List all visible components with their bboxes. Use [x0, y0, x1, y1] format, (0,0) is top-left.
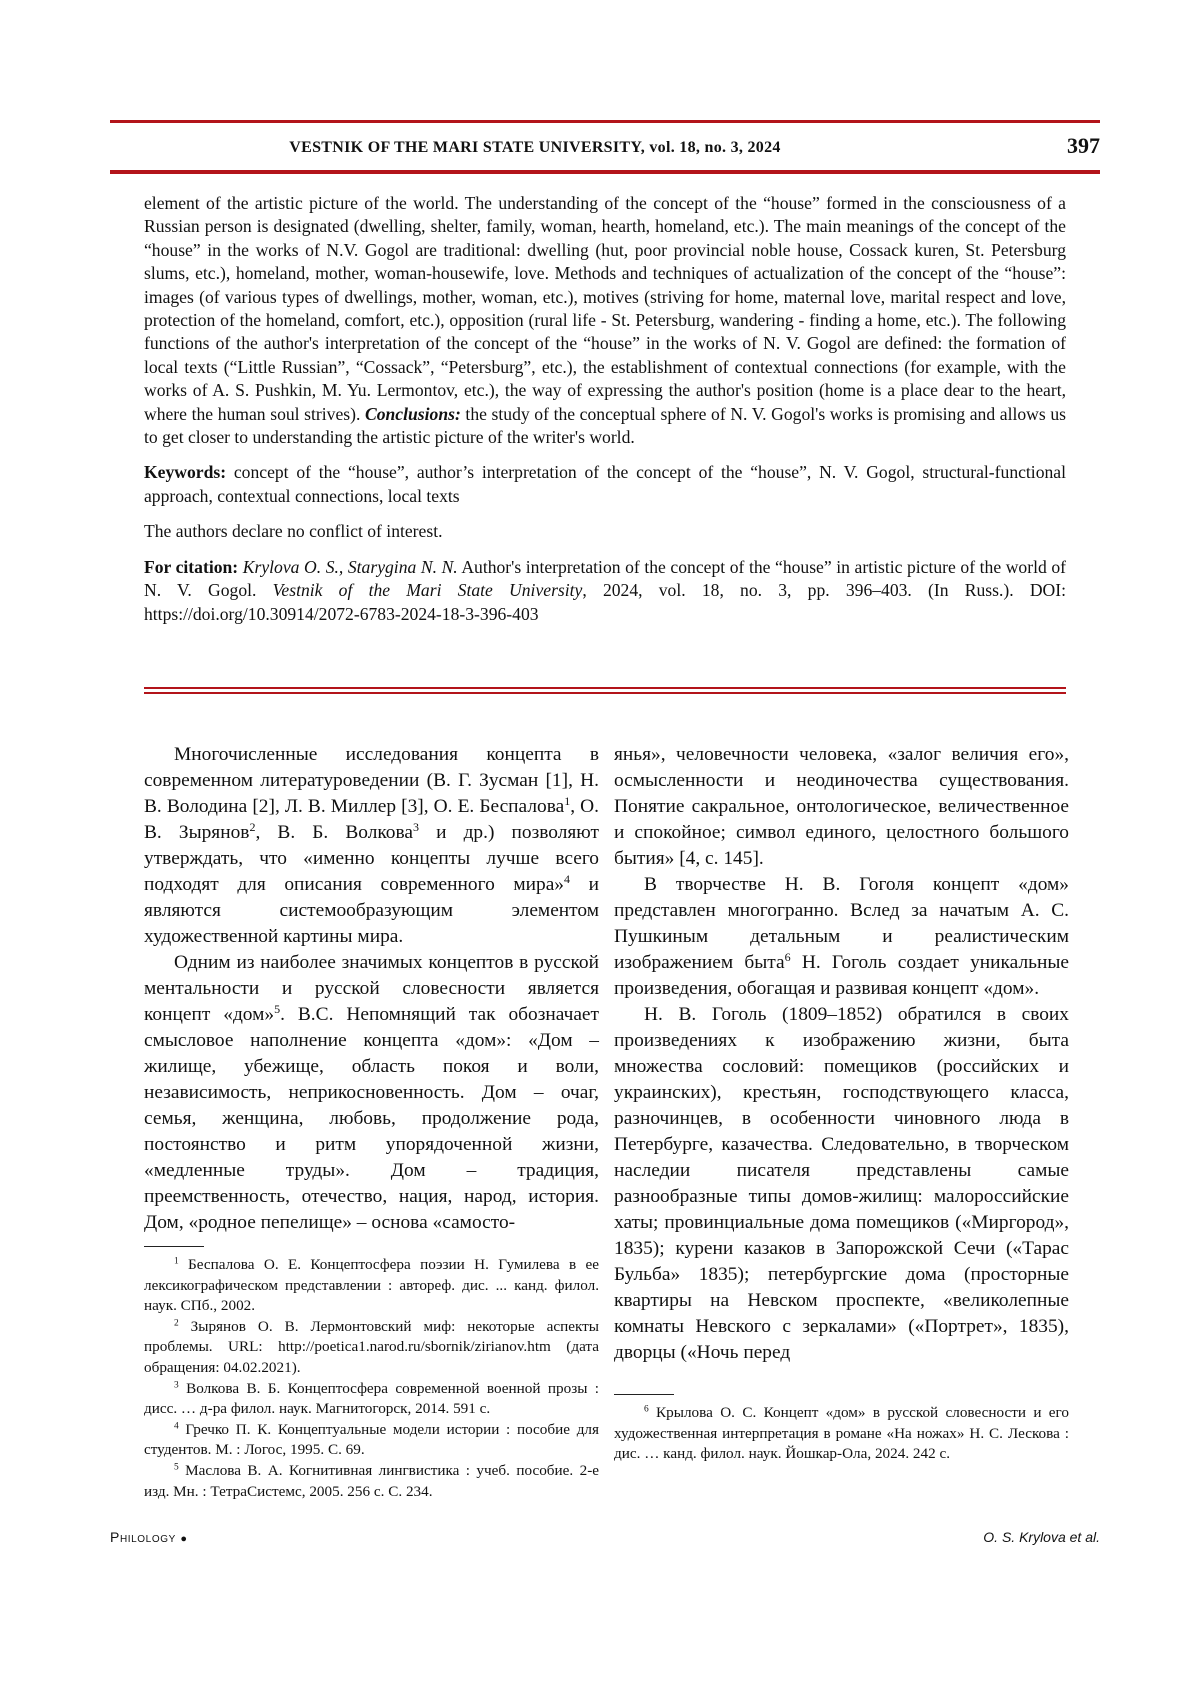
footnote-number: 5 [174, 1462, 179, 1473]
section-double-rule [144, 687, 1066, 694]
footnote [144, 1420, 599, 1461]
footnote-number: 3 [174, 1379, 179, 1390]
text-run: В творчестве Н. В. Гоголя концепт «дом» представлен многогранно. Вслед за начатым А. С. Пушкиным детальным и реалистическим изображением быта [614, 874, 1069, 973]
conflict-statement: The authors declare no conflict of interest. [144, 521, 443, 542]
footnote-ref[interactable]: 3 [413, 819, 420, 834]
abstract-block [144, 192, 1066, 626]
footnote-ref[interactable]: 1 [564, 793, 571, 808]
conclusions-label: Conclusions: [364, 403, 461, 424]
footnote-text: Крылова О. С. Концепт «дом» в русской словесности и его художественная интерпретация в романе «На ножах» Н. С. Лескова : дис. … канд. филол. наук. Йошкар-Ола, 2024. 242 с. [614, 1404, 1069, 1463]
footer-section-name: Philology [110, 1529, 176, 1545]
running-header [110, 139, 960, 157]
footnote-number: 1 [174, 1256, 179, 1267]
footnote [144, 1461, 599, 1502]
footer-section [110, 1529, 188, 1545]
footnote-text: Маслова В. А. Когнитивная лингвистика : учеб. пособие. 2-е изд. Мн. : ТетраСистемс, 2005. 256 с. С. 234. [144, 1461, 599, 1500]
footnote-number: 4 [174, 1421, 179, 1432]
footnote-ref[interactable]: 4 [564, 871, 571, 886]
paragraph [144, 950, 599, 1236]
text-run: , В. Б. Волкова [255, 822, 414, 843]
footnote-text: Зырянов О. В. Лермонтовский миф: некоторые аспекты проблемы. URL: http://poetica1.narod.ru/sbornik/zirianov.htm (дата обращения: 04.02.2021). [144, 1317, 599, 1376]
footer-bullet: ● [180, 1533, 188, 1545]
text-run: , О. В. Зырянов [144, 796, 600, 843]
citation-title: Author's interpretation of the concept of the “house” in artistic picture of the world of N. V. Gogol. [144, 556, 1066, 601]
footnote [144, 1255, 599, 1317]
citation [144, 556, 1066, 626]
paragraph [144, 742, 599, 950]
paragraph: Н. В. Гоголь (1809–1852) обратился в своих произведениях к изображению жизни, быта множества сословий: помещиков (российских и украинских), крестьян, господствующего класса, разночинцев, в особенности чиновного люда в Петербурге, казачества. Следовательно, в творческом наследии писателя представлены самые разнообразные типы домов-жилищ: малороссийские хаты; провинциальные дома помещиков («Миргород», 1835); курени казаков в Запорожской Сечи («Тарас Бульба» 1835); петербургские дома (просторные квартиры на Невском проспекте, «великолепные комнаты Невского с зеркалами» («Портрет», 1835), дворцы («Ночь перед [614, 1004, 1069, 1363]
keywords-label: Keywords: [144, 462, 227, 483]
text-run: и являются системообразующим элементом художественной картины мира. [144, 874, 599, 947]
footnote-rule [614, 1394, 674, 1395]
journal-issue: , vol. 18, no. 3, 2024 [640, 139, 781, 156]
text-run: и др.) позволяют утверждать, что «именно концепты лучше всего подходят для описания современного мира» [144, 822, 600, 895]
keywords [144, 461, 1066, 508]
footnote [144, 1317, 599, 1379]
footnote-rule [144, 1246, 204, 1247]
page-number: 397 [1067, 133, 1100, 158]
text-run: Одним из наиболее значимых концептов в русской ментальности и русской словесности является концепт «дом» [144, 952, 599, 1025]
header-bottom-rule [110, 170, 1100, 174]
footnote [144, 1379, 599, 1420]
footnote-ref[interactable]: 2 [249, 819, 256, 834]
footer-authors: O. S. Krylova et al. [983, 1529, 1100, 1545]
text-run: Н. Гоголь создает уникальные произведения, обогащая и развивая концепт «дом». [614, 952, 1069, 999]
paragraph [614, 872, 1069, 1002]
left-column [144, 742, 599, 1502]
footnote [614, 1403, 1069, 1465]
text-run: Многочисленные исследования концепта в современном литературоведении (В. Г. Зусман [1], Н. В. Володина [2], Л. В. Миллер [3], О. Е. Беспалова [144, 744, 599, 817]
text-run: . В.С. Непомнящий так обозначает смысловое наполнение концепта «дом»: «Дом – жилище, убежище, область покоя и воли, независимость, неприкосновенность. Дом – очаг, семья, женщина, любовь, продолжение рода, постоянство и ритм упорядоченной жизни, «медленные труды». Дом – традиция, преемственность, отечество, нация, народ, история. Дом, «родное пепелище» – основа «самосто- [144, 1004, 600, 1233]
right-column [614, 742, 1069, 1465]
citation-label: For citation: [144, 556, 239, 577]
citation-details: , 2024, vol. 18, no. 3, pp. 396–403. (In Russ.). DOI: https://doi.org/10.30914/2072-6783-2024-18-3-396-403 [144, 580, 1067, 624]
abstract-text [144, 192, 1066, 449]
citation-authors: Krylova O. S., Starygina N. N. [242, 556, 458, 577]
citation-journal: Vestnik of the Mari State University [272, 580, 583, 601]
keywords-text: concept of the “house”, author’s interpretation of the concept of the “house”, N. V. Gogol, structural-functional approach, contextual connections, local texts [144, 462, 1066, 506]
footnote-ref[interactable]: 5 [274, 1001, 281, 1016]
footnote-number: 2 [174, 1318, 179, 1329]
header-top-rule [110, 120, 1100, 123]
footnotes [614, 1403, 1069, 1465]
journal-name: VESTNIK OF THE MARI STATE UNIVERSITY [289, 139, 641, 156]
paragraph: янья», человечности человека, «залог величия его», осмысленности и неодиночества существования. Понятие сакральное, онтологическое, величественное и спокойное; символ единого, целостного большого бытия» [4, с. 145]. [614, 744, 1069, 869]
footnote-text: Беспалова О. Е. Концептосфера поэзии Н. Гумилева в ее лексикографическом представлении : автореф. дис. ... канд. филол. наук. СПб., 2002. [144, 1256, 599, 1315]
footnote-ref[interactable]: 6 [784, 949, 791, 964]
abstract-part-2: the study of the conceptual sphere of N. V. Gogol's works is promising and allows us to get closer to understanding the artistic picture of the writer's world. [144, 403, 1066, 448]
abstract-part-1: element of the artistic picture of the world. The understanding of the concept of the “house” formed in the consciousness of a Russian person is designated (dwelling, shelter, family, woman, hearth, homeland, etc.). The main meanings of the concept of the “house” in the works of N.V. Gogol are traditional: dwelling (hut, poor provincial noble house, Cossack kuren, St. Petersburg slums, etc.), homeland, mother, woman-housewife, love. Methods and techniques of actualization of the concept of the “house”: images (of various types of dwellings, mother, woman, etc.), motives (striving for home, maternal love, marital respect and love, protection of the homeland, comfort, etc.), opposition (rural life - St. Petersburg, wandering - finding a home, etc.). The following functions of the author's interpretation of the concept of the “house” in the works of N. V. Gogol are defined: the formation of local texts (“Little Russian”, “Cossack”, “Petersburg”, etc.), the establishment of contextual connections (for example, with the works of A. S. Pushkin, M. Yu. Lermontov, etc.), the way of expressing the author's position (home is a place dear to the heart, where the human soul strives). [144, 193, 1066, 424]
footnotes [144, 1255, 599, 1502]
footnote-text: Волкова В. Б. Концептосфера современной военной прозы : дисс. … д-ра филол. наук. Магнитогорск, 2014. 591 с. [144, 1379, 599, 1418]
footnote-number: 6 [644, 1404, 649, 1415]
footnote-text: Гречко П. К. Концептуальные модели истории : пособие для студентов. М. : Логос, 1995. С. 69. [144, 1420, 599, 1459]
